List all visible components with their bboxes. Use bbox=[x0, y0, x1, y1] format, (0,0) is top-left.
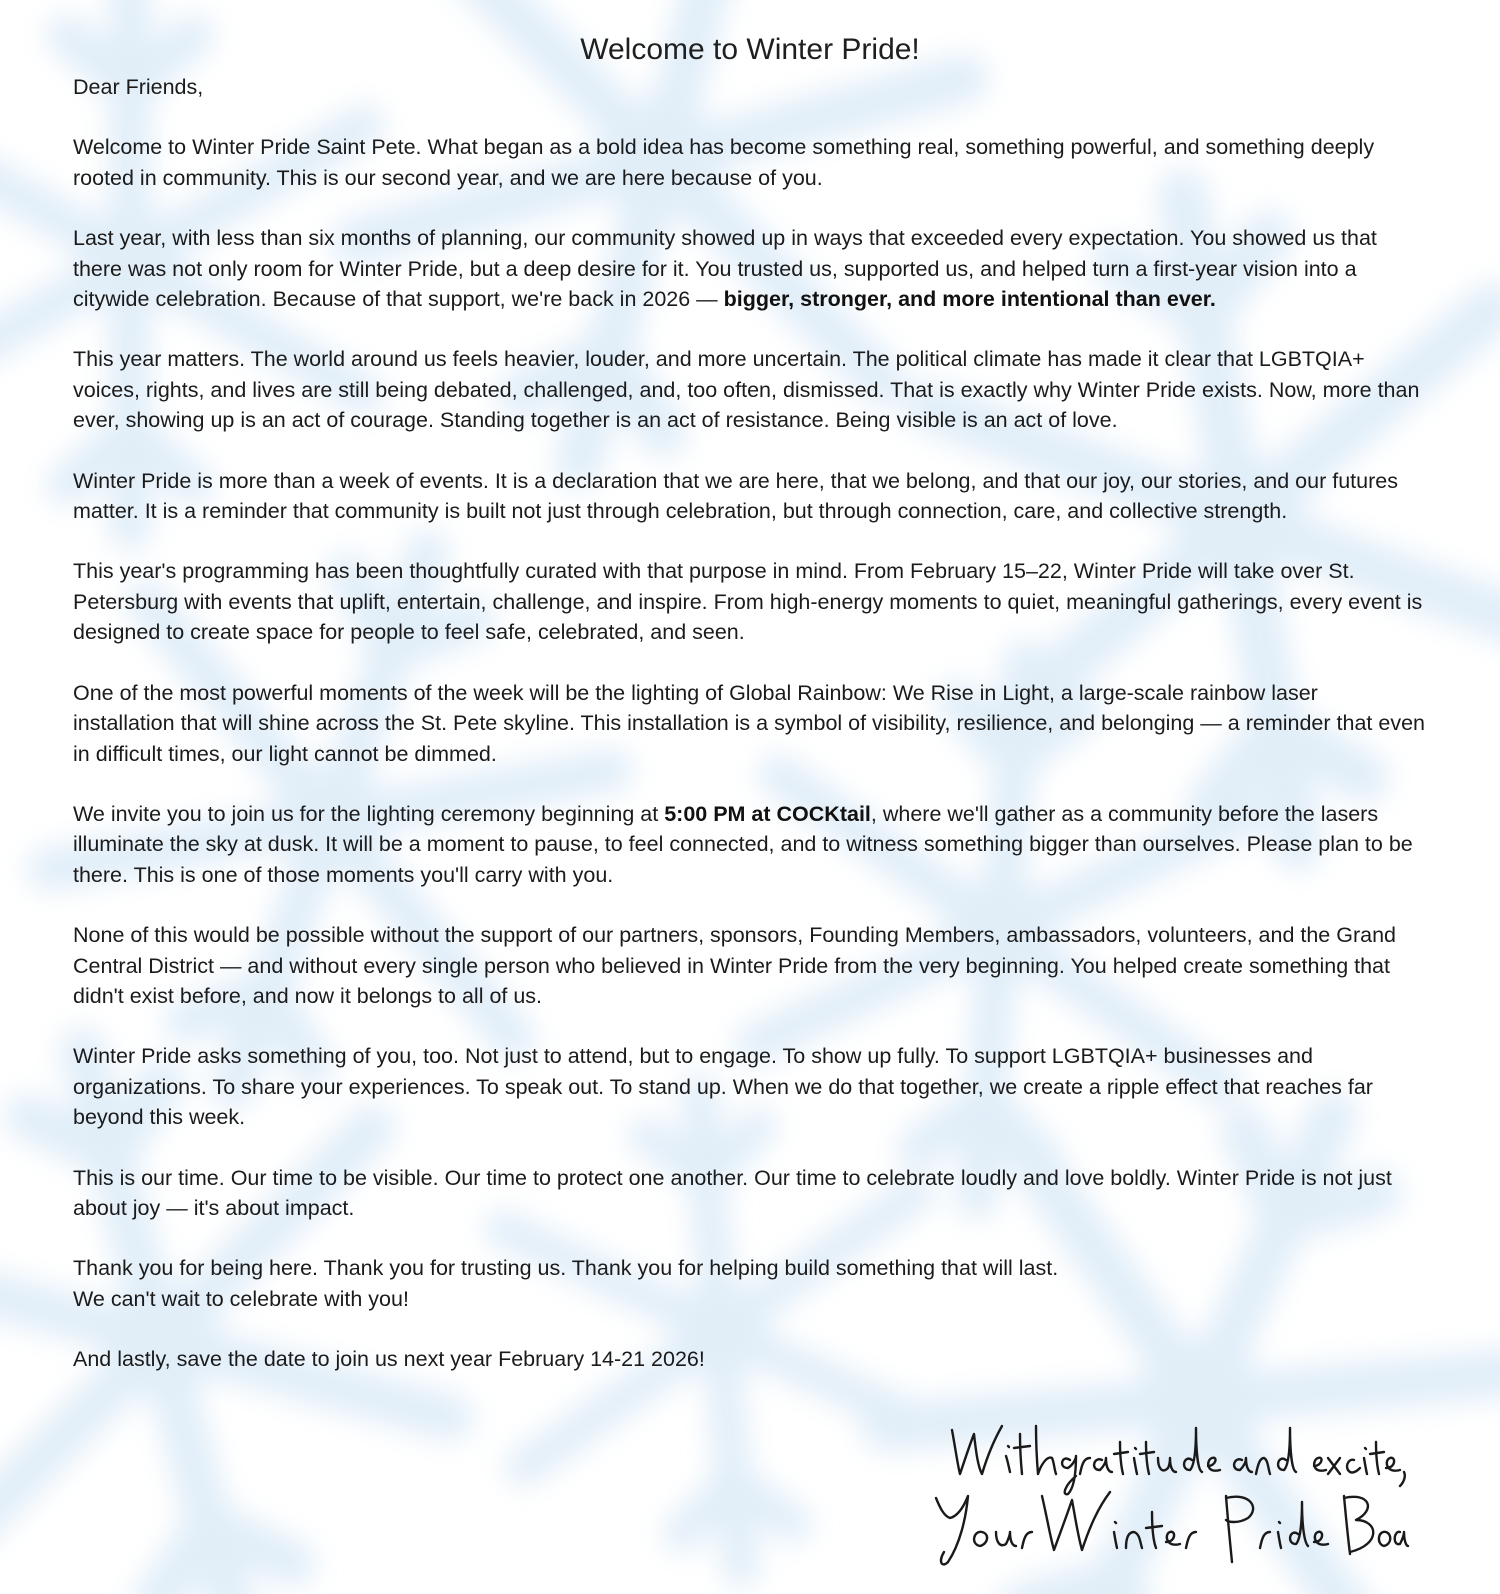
ceremony-text-before: We invite you to join us for the lighting ceremony beginning at bbox=[73, 801, 665, 826]
paragraph-save-the-date: And lastly, save the date to join us next year February 14-21 2026! bbox=[73, 1347, 705, 1372]
page-title: Welcome to Winter Pride! bbox=[580, 33, 920, 66]
paragraph-lighting-ceremony bbox=[73, 799, 1425, 890]
paragraph-last-year-emphasis: bigger, stronger, and more intentional than ever. bbox=[723, 287, 1216, 312]
celebrate-line: We can't wait to celebrate with you! bbox=[73, 1286, 409, 1311]
thank-you-line: Thank you for being here. Thank you for trusting us. Thank you for helping build something that will last. bbox=[73, 1256, 1059, 1281]
handwritten-signature bbox=[930, 1412, 1410, 1572]
paragraph-call-to-action: Winter Pride asks something of you, too. Not just to attend, but to engage. To show up fully. To support LGBTQIA+ businesses and organizations. To share your experiences. To speak out. To stand up. When we do that together, we create a ripple effect that reaches far beyond this week. bbox=[73, 1044, 1373, 1130]
paragraph-welcome: Welcome to Winter Pride Saint Pete. What began as a bold idea has become something real, something powerful, and something deeply rooted in community. This is our second year, and we are here because of you. bbox=[73, 135, 1375, 190]
paragraph-thank-you bbox=[73, 1253, 1425, 1314]
paragraph-last-year-text: Last year, with less than six months of planning, our community showed up in ways that exceeded every expectation. You showed us that there was not only room for Winter Pride, but a deep desire for it. You trusted us, supported us, and helped turn a first-year vision into a citywide celebration. Because of that support, we're back in 2026 — bbox=[73, 226, 1377, 312]
paragraph-our-time: This is our time. Our time to be visible. Our time to protect one another. Our time to celebrate loudly and love boldly. Winter Pride is not just about joy — it's about impact. bbox=[73, 1165, 1392, 1220]
paragraph-programming: This year's programming has been thoughtfully curated with that purpose in mind. From February 15–22, Winter Pride will take over St. Petersburg with events that uplift, entertain, challenge, and inspire. From high-energy moments to quiet, meaningful gatherings, every event is designed to create space for people to feel safe, celebrated, and seen. bbox=[73, 559, 1423, 645]
paragraph-this-year-matters: This year matters. The world around us feels heavier, louder, and more uncertain. The political climate has made it clear that LGBTQIA+ voices, rights, and lives are still being debated, challenged, and, too often, dismissed. That is exactly why Winter Pride exists. Now, more than ever, showing up is an act of courage. Standing together is an act of resistance. Being visible is an act of love. bbox=[73, 347, 1420, 433]
paragraph-global-rainbow: One of the most powerful moments of the week will be the lighting of Global Rainbow: We Rise in Light, a large-scale rainbow laser installation that will shine across the St. Pete skyline. This installation is a symbol of visibility, resilience, and belonging — a reminder that even in difficult times, our light cannot be dimmed. bbox=[73, 680, 1425, 766]
paragraph-supporters: None of this would be possible without the support of our partners, sponsors, Founding Members, ambassadors, volunteers, and the Grand Central District — and without every single person who believed in Winter Pride from the very beginning. You helped create something that didn't exist before, and now it belongs to all of us. bbox=[73, 923, 1396, 1008]
greeting: Dear Friends, bbox=[73, 75, 204, 99]
signature-script bbox=[930, 1412, 1410, 1572]
paragraph-more-than-events: Winter Pride is more than a week of events. It is a declaration that we are here, that we belong, and that our joy, our stories, and our futures matter. It is a reminder that community is built not just through celebration, but through connection, care, and collective strength. bbox=[73, 468, 1398, 524]
ceremony-text-after: , where we'll gather as a community before the lasers illuminate the sky at dusk. It will be a moment to pause, to feel connected, and to witness something bigger than ourselves. Please plan to be there. This is one of those moments you'll carry with you. bbox=[73, 801, 1413, 887]
letter-body bbox=[73, 72, 1425, 1405]
ceremony-time-location: 5:00 PM at COCKtail bbox=[664, 801, 871, 826]
paragraph-last-year bbox=[73, 223, 1425, 314]
